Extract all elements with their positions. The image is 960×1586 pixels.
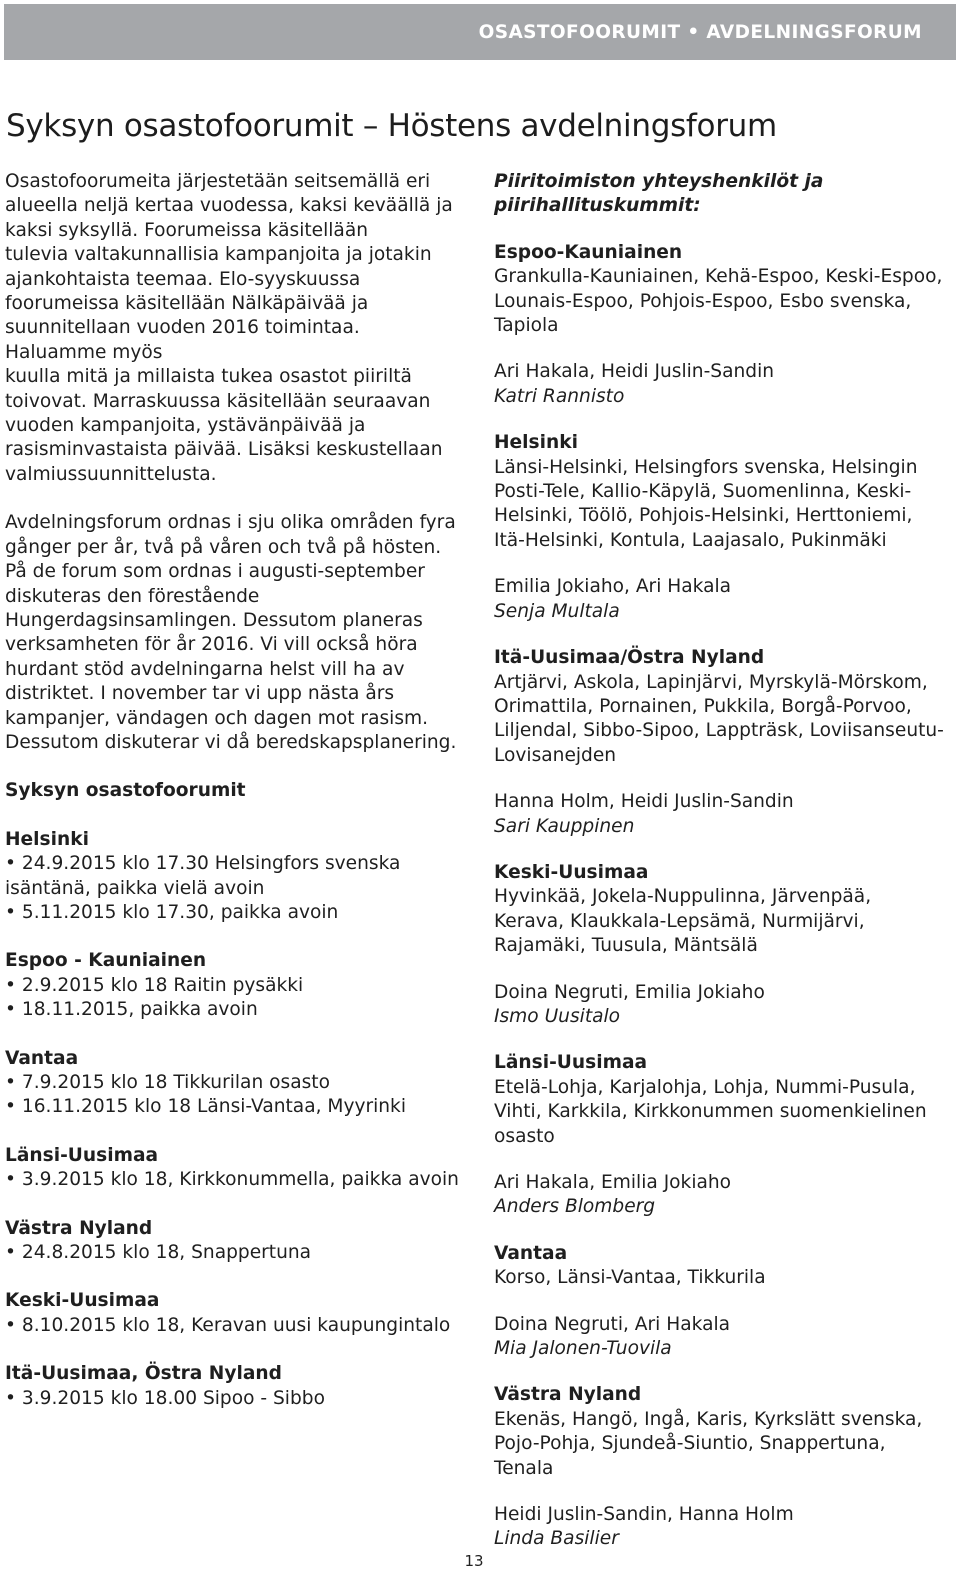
- region-contacts: Hanna Holm, Heidi Juslin-Sandin: [494, 791, 794, 813]
- contacts-heading: Piiritoimiston yhteyshenkilöt ja piirihallituskummit:: [494, 171, 824, 217]
- schedule-block-espoo: [5, 949, 467, 1022]
- schedule-block-vantaa: [5, 1047, 467, 1120]
- schedule-region: Västra Nyland: [5, 1217, 153, 1239]
- region-name: Helsinki: [494, 432, 578, 454]
- left-column: [5, 170, 467, 1411]
- region-name: Itä-Uusimaa/Östra Nyland: [494, 647, 765, 669]
- schedule-item: • 2.9.2015 klo 18 Raitin pysäkki: [5, 974, 304, 996]
- region-godparent: Mia Jalonen-Tuovila: [494, 1338, 672, 1360]
- region-branches: Länsi-Helsinki, Helsingfors svenska, Helsingin Posti-Tele, Kallio-Käpylä, Suomenlinna, Keski-Helsinki, Töölö, Pohjois-Helsinki, Herttoniemi, Itä-Helsinki, Kontula, Laajasalo, Pukinmäki: [494, 456, 918, 551]
- schedule-region: Länsi-Uusimaa: [5, 1144, 159, 1166]
- region-branches: Artjärvi, Askola, Lapinjärvi, Myrskylä-Mörskom, Orimattila, Pornainen, Pukkila, Borgå-Porvoo, Liljendal, Sibbo-Sipoo, Lappträsk, Loviisanseutu-Lovisanejden: [494, 671, 944, 766]
- schedule-heading: Syksyn osastofoorumit: [5, 780, 246, 802]
- region-contacts: Ari Hakala, Heidi Juslin-Sandin: [494, 361, 775, 383]
- region-branches: Hyvinkää, Jokela-Nuppulinna, Järvenpää, Kerava, Klaukkala-Lepsämä, Nurmijärvi, Rajamäki, Tuusula, Mäntsälä: [494, 886, 872, 957]
- schedule-item: • 18.11.2015, paikka avoin: [5, 999, 258, 1021]
- contact-region-keski-uusimaa: [494, 861, 946, 1029]
- region-contacts: Heidi Juslin-Sandin, Hanna Holm: [494, 1504, 794, 1526]
- page-number: 13: [464, 1552, 484, 1570]
- region-godparent: Anders Blomberg: [494, 1196, 656, 1218]
- schedule-block-lansi-uusimaa: [5, 1144, 467, 1193]
- schedule-region: Keski-Uusimaa: [5, 1290, 160, 1312]
- region-branches: Ekenäs, Hangö, Ingå, Karis, Kyrkslätt svenska, Pojo-Pohja, Sjundeå-Siuntio, Snappertuna, Tenala: [494, 1408, 923, 1479]
- region-name: Espoo-Kauniainen: [494, 241, 683, 263]
- region-name: Keski-Uusimaa: [494, 861, 649, 883]
- schedule-region: Espoo - Kauniainen: [5, 950, 207, 972]
- section-banner: [4, 4, 956, 60]
- schedule-item: • 7.9.2015 klo 18 Tikkurilan osasto: [5, 1072, 330, 1093]
- region-contacts: Emilia Jokiaho, Ari Hakala: [494, 576, 732, 598]
- schedule-item: • 24.9.2015 klo 17.30 Helsingfors svenska isäntänä, paikka vielä avoin: [5, 853, 401, 899]
- region-name: Länsi-Uusimaa: [494, 1052, 648, 1074]
- schedule-item: • 5.11.2015 klo 17.30, paikka avoin: [5, 901, 339, 923]
- schedule-block-vastra-nyland: [5, 1217, 467, 1266]
- region-name: Vantaa: [494, 1242, 568, 1264]
- contact-region-helsinki: [494, 431, 946, 624]
- schedule-region: Helsinki: [5, 828, 89, 850]
- schedule-item: • 3.9.2015 klo 18.00 Sipoo - Sibbo: [5, 1387, 325, 1409]
- schedule-region: Itä-Uusimaa, Östra Nyland: [5, 1363, 282, 1385]
- region-name: Västra Nyland: [494, 1384, 642, 1406]
- region-godparent: Senja Multala: [494, 600, 620, 622]
- contact-region-lansi-uusimaa: [494, 1051, 946, 1219]
- right-column: [494, 170, 946, 1552]
- contact-region-espoo-kauniainen: [494, 241, 946, 409]
- region-godparent: Sari Kauppinen: [494, 815, 635, 837]
- region-godparent: Katri Rannisto: [494, 385, 625, 407]
- schedule-item: • 3.9.2015 klo 18, Kirkkonummella, paikka avoin: [5, 1169, 459, 1191]
- contact-region-vantaa: [494, 1242, 946, 1362]
- region-contacts: Doina Negruti, Ari Hakala: [494, 1313, 731, 1335]
- region-godparent: Linda Basilier: [494, 1528, 619, 1550]
- schedule-block-helsinki: [5, 828, 467, 926]
- schedule-region: Vantaa: [5, 1047, 79, 1069]
- schedule-block-ita-uusimaa: [5, 1362, 467, 1411]
- schedule-item: • 8.10.2015 klo 18, Keravan uusi kaupungintalo: [5, 1314, 451, 1336]
- contact-region-vastra-nyland: [494, 1383, 946, 1551]
- intro-swedish: Avdelningsforum ordnas i sju olika områden fyra gånger per år, två på våren och två på hösten. På de forum som ordnas i augusti-september diskuteras den förestående Hungerdagsinsamlingen. Dessutom planeras verksamheten för år 2016. Vi vill också höra hurdant stöd avdelningarna helst vill ha av distriktet. I november tar vi upp nästa års kampanjer, vändagen och dagen mot rasism. Dessutom diskuterar vi då beredskapsplanering.: [5, 512, 457, 753]
- region-branches: Etelä-Lohja, Karjalohja, Lohja, Nummi-Pusula, Vihti, Karkkila, Kirkkonummen suomenkielinen osasto: [494, 1076, 927, 1147]
- section-label: OSASTOFOORUMIT • AVDELNINGSFORUM: [478, 21, 922, 43]
- region-contacts: Ari Hakala, Emilia Jokiaho: [494, 1172, 732, 1193]
- schedule-item: • 16.11.2015 klo 18 Länsi-Vantaa, Myyrinki: [5, 1096, 406, 1118]
- page-title: Syksyn osastofoorumit – Höstens avdelningsforum: [6, 108, 777, 144]
- schedule-item: • 24.8.2015 klo 18, Snappertuna: [5, 1242, 312, 1264]
- region-godparent: Ismo Uusitalo: [494, 1005, 621, 1027]
- schedule-block-keski-uusimaa: [5, 1289, 467, 1338]
- contact-region-ita-uusimaa: [494, 646, 946, 839]
- region-branches: Korso, Länsi-Vantaa, Tikkurila: [494, 1267, 766, 1289]
- region-contacts: Doina Negruti, Emilia Jokiaho: [494, 981, 765, 1003]
- intro-finnish: Osastofoorumeita järjestetään seitsemällä eri alueella neljä kertaa vuodessa, kaksi keväällä ja kaksi syksyllä. Foorumeissa käsitellään tulevia valtakunnallisia kampanjoita ja jotakin ajankohtaista teemaa. Elo-syyskuussa foorumeissa käsitellään Nälkäpäivää ja suunnitellaan vuoden 2016 toimintaa. Haluamme myös kuulla mitä ja millaista tukea osastot piiriltä toivovat. Marraskuussa käsitellään seuraavan vuoden kampanjoita, ystävänpäivää ja rasisminvastaista päivää. Lisäksi keskustellaan valmiussuunnittelusta.: [5, 171, 453, 485]
- region-branches: Grankulla-Kauniainen, Kehä-Espoo, Keski-Espoo, Lounais-Espoo, Pohjois-Espoo, Esbo svenska, Tapiola: [494, 266, 943, 337]
